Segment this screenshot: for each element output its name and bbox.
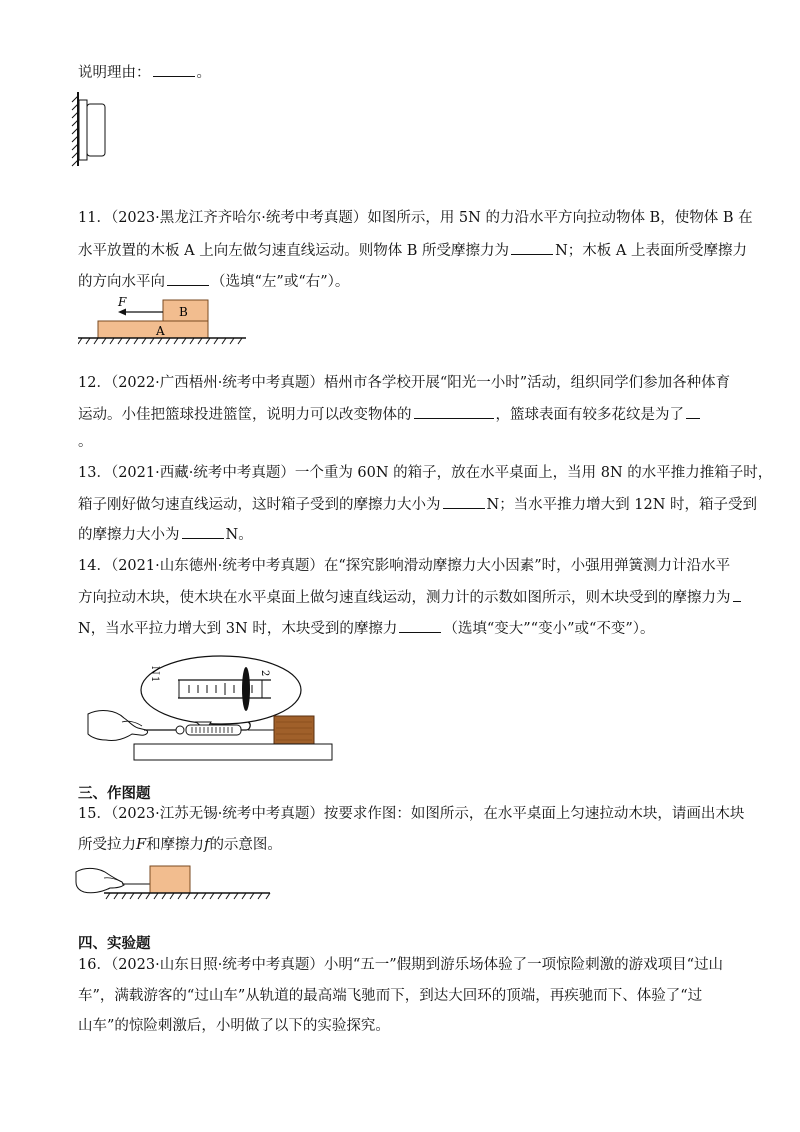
q13-line-2: 箱子刚好做匀速直线运动，这时箱子受到的摩擦力大小为 N；当水平推力增大到 12N 时，箱子受到: [78, 494, 757, 515]
q13-blank-2[interactable]: [182, 524, 224, 539]
q11-friction-blank[interactable]: [511, 240, 553, 255]
q15-line-1: 15．（2023·江苏无锡·统考中考真题）按要求作图：如图所示，在水平桌面上匀速拉动木块，请画出木块: [78, 806, 745, 822]
q14-line-2: 方向拉动木块，使木块在水平桌面上做匀速直线运动，测力计的示数如图所示，则木块受到的摩擦力为: [78, 587, 743, 608]
q12-line-2: 运动。小佳把篮球投进篮筐，说明力可以改变物体的 ，篮球表面有较多花纹是为了: [78, 404, 702, 425]
q16-line-2: 车”，满载游客的“过山车”从轨道的最高端飞驰而下，到达大回环的顶端，再疾驰而下、体验了“过: [78, 988, 703, 1004]
q13-blank-1[interactable]: [443, 494, 485, 509]
q14-blank-2[interactable]: [399, 618, 441, 633]
q11-line-2: 水平放置的木板 A 上向左做匀速直线运动。则物体 B 所受摩擦力为 N；木板 A 上表面所受摩擦力: [78, 240, 747, 261]
q10-reason-label: 说明理由：: [78, 65, 151, 81]
q11-figure: [78, 296, 248, 352]
section-4-title: 四、实验题: [78, 936, 151, 952]
q14-figure: [86, 650, 336, 765]
q13-line-3: 的摩擦力大小为 N。: [78, 524, 253, 545]
q15-line-2: 所受拉力F和摩擦力f的示意图。: [78, 837, 282, 853]
q12-line-3: 。: [78, 434, 93, 450]
q12-blank-1[interactable]: [414, 404, 494, 419]
q11-block-b-label: B: [179, 305, 188, 319]
q14-line-1: 14．（2021·山东德州·统考中考真题）在“探究影响滑动摩擦力大小因素”时，小强用弹簧测力计沿水平: [78, 558, 731, 574]
q11-line-3: 的方向水平向 （选填“左”或“右”）。: [78, 271, 349, 292]
q15-figure: [74, 862, 274, 906]
q13-line-1: 13．（2021·西藏·统考中考真题）一个重为 60N 的箱子，放在水平桌面上，当用 8N 的水平推力推箱子时，: [78, 465, 773, 481]
q11-board-a-label: A: [156, 324, 165, 338]
q12-blank-2[interactable]: [686, 404, 700, 419]
q14-scale-right-num: 2: [259, 670, 270, 677]
q14-scale-left-num: 1: [149, 676, 160, 683]
q12-line-1: 12．（2022·广西梧州·统考中考真题）梧州市各学校开展“阳光一小时”活动，组织同学们参加各种体育: [78, 375, 731, 391]
q14-line-3: N，当水平拉力增大到 3N 时，木块受到的摩擦力 （选填“变大”“变小”或“不变”）。: [78, 618, 655, 639]
q16-line-1: 16．（2023·山东日照·统考中考真题）小明“五一”假期到游乐场体验了一项惊险刺激的游戏项目“过山: [78, 957, 724, 973]
q11-force-label: F: [118, 296, 127, 309]
q10-figure-wall-block: [70, 90, 110, 170]
q11-direction-blank[interactable]: [167, 271, 209, 286]
q10-answer-blank[interactable]: [153, 62, 195, 77]
q16-line-3: 山车”的惊险刺激后，小明做了以下的实验探究。: [78, 1018, 390, 1034]
q11-line-1: 11．（2023·黑龙江齐齐哈尔·统考中考真题）如图所示，用 5N 的力沿水平方向拉动物体 B，使物体 B 在: [78, 210, 753, 226]
section-3-title: 三、作图题: [78, 786, 151, 802]
q10-reason-line: 说明理由： 。: [78, 62, 211, 83]
q14-blank-1[interactable]: [733, 587, 741, 602]
q14-scale-left-n: N: [149, 666, 160, 675]
